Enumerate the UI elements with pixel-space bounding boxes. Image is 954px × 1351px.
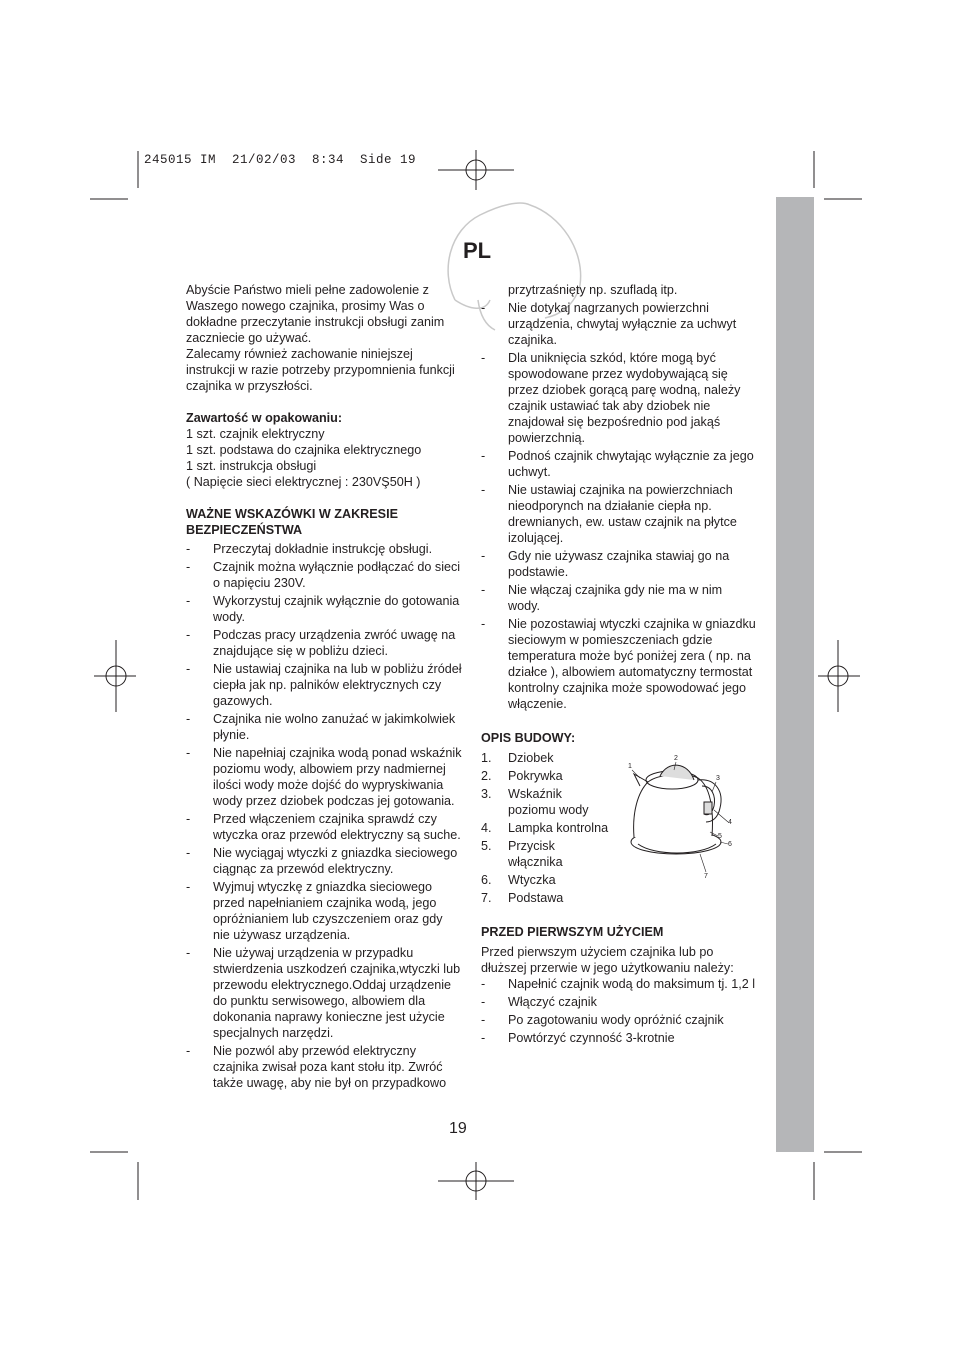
bullet-dash: - — [186, 594, 191, 608]
bullet-dash: - — [186, 712, 191, 726]
diagram-label-2: 2 — [674, 755, 678, 762]
bullet-dash: - — [481, 301, 486, 315]
diagram-label-3: 3 — [716, 775, 720, 782]
safety-item — [186, 593, 471, 625]
first-use-intro-line-2: dłuższej przerwie w jego użytkowaniu należy: — [481, 961, 734, 975]
bullet-dash: - — [186, 628, 191, 642]
list-item-text: Włączyć czajnik — [508, 995, 597, 1009]
bullet-dash: - — [186, 542, 191, 556]
list-item-text: Dla uniknięcia szkód, które mogą być spowodowane przez wydobywającą się przez dziobek gorącą parę wodną, należy czajnik ustawiać tak aby dziobek nie znajdował się bezpośrednio pod jakąś powierzchnią. — [508, 351, 741, 445]
diagram-label-4: 4 — [728, 819, 732, 826]
safety-item — [481, 482, 766, 546]
part-label: Wtyczka — [508, 873, 556, 887]
contents-line: ( Napięcie sieci elektrycznej : 230VŞ50H ) — [186, 475, 421, 489]
contents-line: 1 szt. podstawa do czajnika elektrycznego — [186, 443, 422, 457]
part-label: Wskaźnik poziomu wody — [508, 787, 589, 817]
intro-line: Abyście Państwo mieli pełne zadowolenie z — [186, 283, 429, 297]
safety-list-part-1 — [186, 541, 471, 1091]
bullet-dash: - — [186, 946, 191, 960]
contents-heading: Zawartość w opakowaniu: — [186, 411, 343, 425]
first-use-item — [481, 994, 766, 1010]
kettle-diagram — [624, 752, 739, 882]
part-number: 6. — [481, 873, 492, 887]
safety-item — [186, 711, 471, 743]
bullet-dash: - — [481, 995, 486, 1009]
safety-item — [481, 350, 766, 446]
bullet-dash: - — [186, 1044, 191, 1058]
print-job-line: 245015 IM 21/02/03 8:34 Side 19 — [144, 153, 417, 167]
first-use-intro-line-1: Przed pierwszym użyciem czajnika lub po — [481, 945, 714, 959]
safety-heading-line-1: WAŻNE WSKAZÓWKI W ZAKRESIE — [186, 507, 398, 521]
list-item-text: Nie dotykaj nagrzanych powierzchni urządzenia, chwytaj wyłącznie za uchwyt czajnika. — [508, 301, 737, 347]
list-item-text: Przed włączeniem czajnika sprawdź czy wtyczka oraz przewód elektryczny są suche. — [213, 812, 461, 842]
list-item-text: Czajnika nie wolno zanużać w jakimkolwiek płynie. — [213, 712, 456, 742]
bullet-dash: - — [186, 746, 191, 760]
bullet-dash: - — [481, 583, 486, 597]
safety-item — [481, 448, 766, 480]
safety-item — [186, 627, 471, 659]
intro-line: instrukcji w razie potrzeby przypomnienia funkcji — [186, 363, 455, 377]
bullet-dash: - — [481, 351, 486, 365]
part-label: Przycisk włącznika — [508, 839, 563, 869]
language-code: PL — [463, 238, 492, 263]
safety-item — [186, 1043, 471, 1091]
list-item-text: Przeczytaj dokładnie instrukcję obsługi. — [213, 542, 433, 556]
first-use-item — [481, 976, 766, 992]
intro-paragraph — [186, 282, 471, 394]
list-item-text: Nie ustawiaj czajnika na lub w pobliżu źródeł ciepła jak np. palników elektrycznych czy gazowych. — [213, 662, 462, 708]
list-item-text: Nie włączaj czajnika gdy nie ma w nim wody. — [508, 583, 723, 613]
part-number: 4. — [481, 821, 492, 835]
part-item — [481, 890, 766, 906]
list-item-text: Nie pozostawiaj wtyczki czajnika w gniazdku sieciowym w pomieszczeniach gdzie temperatura może być poniżej zera ( np. na działce ), albowiem automatyczny termostat kontrolny czajnika może spowodować jego włączenie. — [508, 617, 756, 711]
list-item-text: Podnoś czajnik chwytając wyłącznie za jego uchwyt. — [508, 449, 754, 479]
bullet-dash: - — [186, 560, 191, 574]
part-label: Pokrywka — [508, 769, 563, 783]
safety-item — [186, 745, 471, 809]
safety-continuation: przytrzaśnięty np. szufladą itp. — [508, 283, 678, 297]
safety-item — [481, 582, 766, 614]
bullet-dash: - — [481, 977, 486, 991]
intro-line: zaczniecie go używać. — [186, 331, 312, 345]
language-tab-bar — [776, 197, 814, 1152]
bullet-dash: - — [186, 662, 191, 676]
list-item-text: Wyjmuj wtyczkę z gniazdka sieciowego przed napełnianiem czajnika wodą, jego opróżnianiem lub czyszczeniem oraz gdy nie używasz urządzenia. — [213, 880, 443, 942]
parts-heading: OPIS BUDOWY: — [481, 731, 576, 745]
part-number: 7. — [481, 891, 492, 905]
intro-line: czajnika w przyszłości. — [186, 379, 313, 393]
safety-item — [186, 811, 471, 843]
bullet-dash: - — [481, 617, 486, 631]
safety-item — [186, 879, 471, 943]
safety-item — [481, 300, 766, 348]
contents-line: 1 szt. czajnik elektryczny — [186, 427, 325, 441]
intro-line: dokładne przeczytanie instrukcji obsługi zanim — [186, 315, 445, 329]
safety-list-part-2 — [481, 300, 766, 712]
list-item-text: Nie napełniaj czajnika wodą ponad wskaźnik poziomu wody, albowiem przy nadmiernej ilości wody może dojść do wypryskiwania wody przez dziobek podczas jej gotowania. — [213, 746, 462, 808]
first-use-list — [481, 976, 766, 1046]
list-item-text: Wykorzystuj czajnik wyłącznie do gotowania wody. — [213, 594, 460, 624]
right-column — [481, 282, 766, 1048]
contents-line: 1 szt. instrukcja obsługi — [186, 459, 317, 473]
bullet-dash: - — [481, 1013, 486, 1027]
part-label: Podstawa — [508, 891, 564, 905]
list-item-text: Czajnik można wyłącznie podłączać do sieci o napięciu 230V. — [213, 560, 461, 590]
intro-line: Waszego nowego czajnika, prosimy Was o — [186, 299, 425, 313]
safety-item — [186, 559, 471, 591]
bullet-dash: - — [186, 846, 191, 860]
list-item-text: Nie ustawiaj czajnika na powierzchniach nieodporynch na działanie ciepła np. drewnianych, ew. ustaw czajnik na płytce izolującej. — [508, 483, 737, 545]
diagram-label-7: 7 — [704, 873, 708, 880]
diagram-label-6: 6 — [728, 841, 732, 848]
part-number: 5. — [481, 839, 492, 853]
list-item-text: Powtórzyć czynność 3-krotnie — [508, 1031, 675, 1045]
list-item-text: Nie wyciągaj wtyczki z gniazdka sieciowego ciągnąc za przewód elektryczny. — [213, 846, 458, 876]
safety-item — [186, 541, 471, 557]
part-number: 2. — [481, 769, 492, 783]
part-label: Lampka kontrolna — [508, 821, 609, 835]
part-number: 1. — [481, 751, 492, 765]
part-label: Dziobek — [508, 751, 554, 765]
first-use-item — [481, 1030, 766, 1046]
contents-list — [186, 426, 471, 490]
left-column — [186, 282, 471, 1093]
list-item-text: Nie pozwól aby przewód elektryczny czajnika zwisał poza kant stołu itp. Zwróć także uwagę, aby nie był on przypadkowo — [213, 1044, 447, 1090]
bullet-dash: - — [186, 812, 191, 826]
bullet-dash: - — [481, 1031, 486, 1045]
bullet-dash: - — [481, 483, 486, 497]
diagram-label-1: 1 — [628, 763, 632, 770]
page-number: 19 — [449, 1120, 467, 1137]
first-use-heading: PRZED PIERWSZYM UŻYCIEM — [481, 925, 664, 939]
safety-heading-line-2: BEZPIECZEŃSTWA — [186, 523, 303, 537]
list-item-text: Napełnić czajnik wodą do maksimum tj. 1,2 l — [508, 977, 756, 991]
safety-item — [186, 945, 471, 1041]
safety-item — [186, 845, 471, 877]
part-number: 3. — [481, 787, 492, 801]
first-use-item — [481, 1012, 766, 1028]
intro-line: Zalecamy również zachowanie niniejszej — [186, 347, 413, 361]
list-item-text: Gdy nie używasz czajnika stawiaj go na podstawie. — [508, 549, 730, 579]
bullet-dash: - — [186, 880, 191, 894]
safety-item — [481, 548, 766, 580]
safety-item — [186, 661, 471, 709]
bullet-dash: - — [481, 549, 486, 563]
bullet-dash: - — [481, 449, 486, 463]
diagram-label-5: 5 — [718, 833, 722, 840]
safety-item — [481, 616, 766, 712]
list-item-text: Nie używaj urządzenia w przypadku stwierdzenia uszkodzeń czajnika,wtyczki lub przewodu elektrycznego.Oddaj urządzenie do punktu serwisowego, albowiem dla dokonania naprawy konieczne jest użycie specjalnych narzędzi. — [213, 946, 461, 1040]
list-item-text: Po zagotowaniu wody opróżnić czajnik — [508, 1013, 724, 1027]
list-item-text: Podczas pracy urządzenia zwróć uwagę na znajdujące się w pobliżu dzieci. — [213, 628, 456, 658]
